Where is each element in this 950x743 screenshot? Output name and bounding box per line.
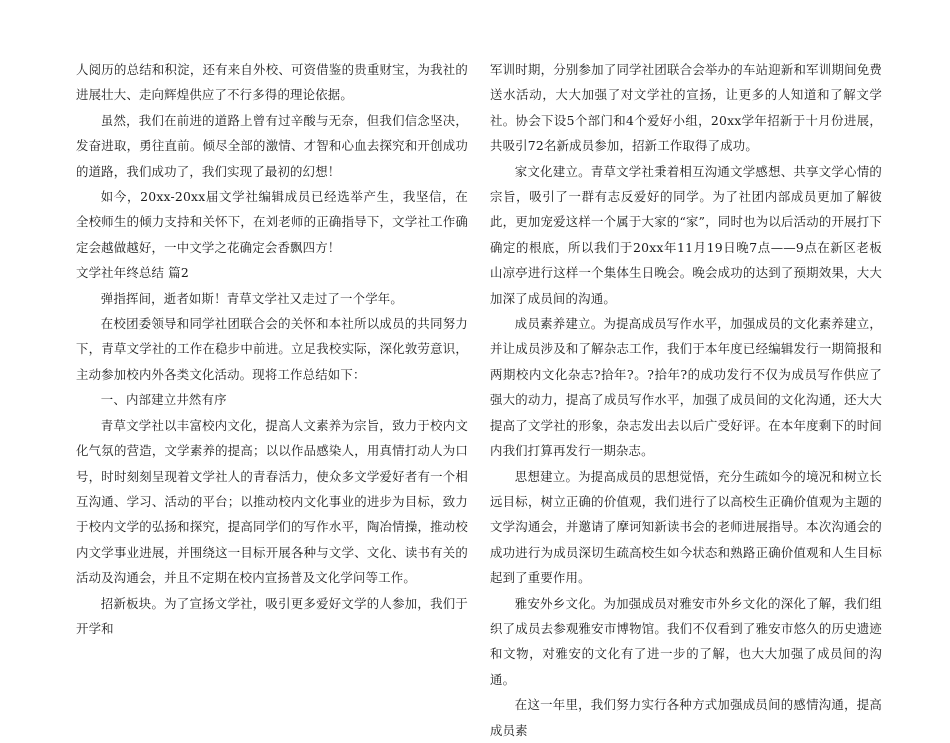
paragraph: 弹指挥间，逝者如斯！青草文学社又走过了一个学年。 <box>100 290 403 306</box>
right-column <box>490 57 882 743</box>
paragraph: 如今，20xx-20xx届文学社编辑成员已经选举产生，我坚信，在全校师生的倾力支持和关怀下，在刘老师的正确指导下，文学社工作确定会越做越好，一中文学之花确定会香飘四方！ <box>76 189 468 255</box>
paragraph: 招新板块。为了宣扬文学社，吸引更多爱好文学的人参加，我们于开学和 <box>76 595 468 636</box>
left-column <box>76 57 468 641</box>
paragraph: 虽然，我们在前进的道路上曾有过辛酸与无奈，但我们信念坚决，发奋进取，勇往直前。倾尽全部的激情、才智和心血去探究和开创成功的道路，我们成功了，我们实现了最初的幻想！ <box>76 112 468 179</box>
paragraph: 在校团委领导和同学社团联合会的关怀和本社所以成员的共同努力下，青草文学社的工作在稳步中前进。立足我校实际，深化敦劳意识，主动参加校内外各类文化活动。现将工作总结如下： <box>76 316 468 382</box>
paragraph: 雅安外乡文化。为加强成员对雅安市外乡文化的深化了解，我们组织了成员去参观雅安市博物馆。我们不仅看到了雅安市悠久的历史遗迹和文物，对雅安的文化有了进一步的了解，也大大加强了成员间的沟通。 <box>490 595 882 687</box>
paragraph: 在这一年里，我们努力实行各种方式加强成员间的感情沟通，提高成员素 <box>490 697 882 738</box>
paragraph: 军训时期，分别参加了同学社团联合会举办的车站迎新和军训期间免费送水活动，大大加强了对文学社的宣扬，让更多的人知道和了解文学社。协会下设5个部门和4个爱好小组，20xx学年招新于十月份进展，共吸引72名新成员参加，招新工作取得了成功。 <box>490 62 882 154</box>
paragraph: 青草文学社以丰富校内文化，提高人文素养为宗旨，致力于校内文化气氛的营造，文学素养的提高；以以作品感染人，用真情打动人为口号，时时刻刻呈现着文学社人的青春活力，使众多文学爱好者有一个相互沟通、学习、活动的平台；以推动校内文化事业的进步为目标，致力于校内文学的弘扬和探究，提高同学们的写作水平，陶冶情操，推动校内文学事业进展，并围绕这一目标开展各种与文学、文化、读书有关的活动及沟通会，并且不定期在校内宣扬普及文化学问等工作。 <box>76 417 468 586</box>
paragraph: 人阅历的总结和积淀，还有来自外校、可资借鉴的贵重财宝，为我社的进展壮大、走向辉煌供应了不行多得的理论依据。 <box>76 62 468 103</box>
paragraph: 思想建立。为提高成员的思想觉悟，充分生疏如今的境况和树立长远目标，树立正确的价值观，我们进行了以高校生正确价值观为主题的文学沟通会，并邀请了摩诃知新读书会的老师进展指导。本次沟通会的成功进行为成员深切生疏高校生如今状态和熟路正确价值观和人生目标起到了重要作用。 <box>490 468 882 586</box>
subsection-heading: 一、内部建立井然有序 <box>100 392 227 408</box>
section-heading: 文学社年终总结 篇2 <box>76 265 189 281</box>
paragraph: 成员素养建立。为提高成员写作水平，加强成员的文化素养建立，并让成员涉及和了解杂志工作，我们于本年度已经编辑发行一期简报和两期校内文化杂志?拾年?。?拾年?的成功发行不仅为成员写作供应了强大的动力，提高了成员写作水平，加强了成员间的文化沟通，还大大提高了文学社的形象，杂志发出去以后广受好评。在本年度剩下的时间内我们打算再发行一期杂志。 <box>490 316 882 459</box>
paragraph: 家文化建立。青草文学社秉着相互沟通文学感想、共享文学心情的宗旨，吸引了一群有志反爱好的同学。为了社团内部成员更加了解彼此，更加宠爱这样一个属于大家的“家”，同时也为以后活动的开展打下确定的根底，所以我们于20xx年11月19日晚7点——9点在新区老板山凉亭进行这样一个集体生日晚会。晚会成功的达到了预期效果，大大加深了成员间的沟通。 <box>490 163 882 306</box>
